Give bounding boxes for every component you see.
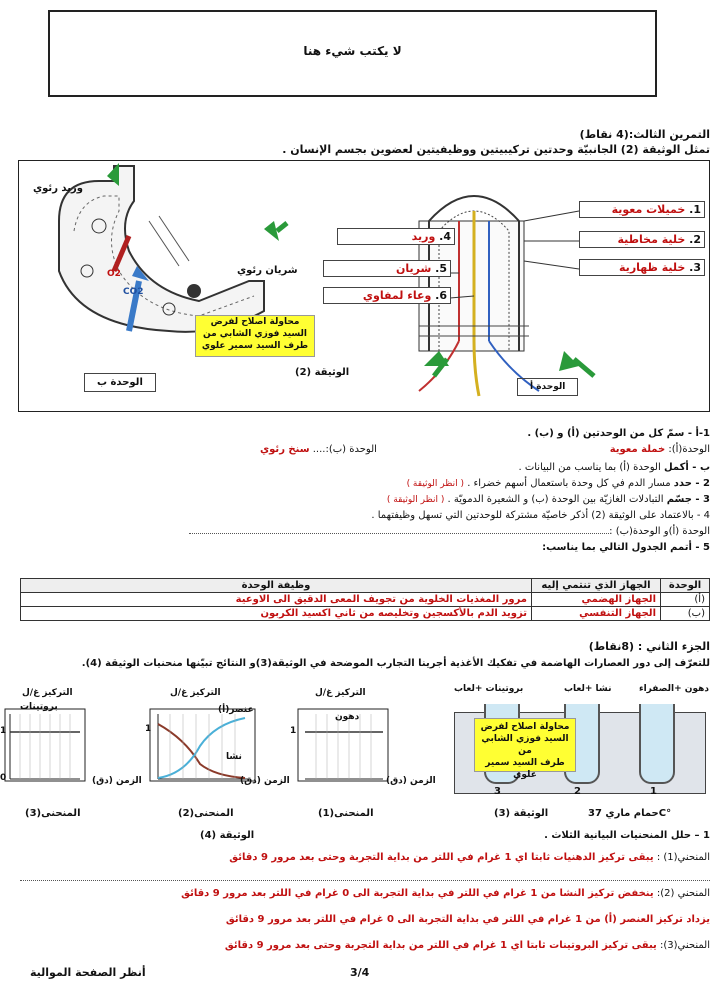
g1-ytick: 1 bbox=[290, 726, 297, 736]
cell-system: الجهاز التنفسي bbox=[532, 607, 661, 621]
analysis-label-1: المنحني(1) : bbox=[656, 852, 710, 863]
note-line-2: السيد فوزي الشابي من bbox=[202, 329, 308, 339]
correction-note-2 bbox=[474, 718, 576, 780]
part2-intro: للتعرّف إلى دور العصارات الهاضمة في تفكيك الأغذية أجرينا التجارب الموضحة في الوثيقة(3)و النتائج تبيّنها منحنيات الوثيقة (4). bbox=[81, 658, 710, 669]
analysis-row bbox=[10, 888, 710, 899]
g2-series-a: عنصر(أ) bbox=[218, 705, 254, 715]
label-2-num: 2. bbox=[689, 233, 701, 246]
next-page-text: أنظر الصفحة الموالية bbox=[30, 966, 146, 979]
label-box-1 bbox=[579, 201, 705, 218]
note-line-1: محاولة اصلاح لفرض bbox=[210, 317, 300, 327]
doc4-label: الوثيقة (4) bbox=[200, 830, 255, 841]
unit-a-answer: خملة معوية bbox=[609, 444, 666, 455]
q3-bold: 3 - جسّم bbox=[666, 494, 710, 505]
q2-note: ( انظر الوثيقة ) bbox=[406, 479, 465, 489]
analysis-text-1: يبقى تركيز الدهنيات ثابتا اي 1 غرام في اللتر من بداية التجربة وحتى بعد مرور 9 دقائق bbox=[229, 852, 654, 863]
q1b-bold: ب - أكمل bbox=[663, 462, 710, 473]
experiment-doc3 bbox=[454, 684, 710, 804]
g1-xlabel: الزمن (دق) bbox=[240, 776, 290, 786]
unit-b-wrap bbox=[260, 444, 377, 455]
q4-dots bbox=[189, 533, 609, 534]
label-3-num: 3. bbox=[689, 261, 701, 274]
analysis-label-2: المنحني (2): bbox=[656, 888, 710, 899]
document-2-label: الوثيقة (2) bbox=[295, 367, 350, 378]
part2-title: الجزء الثاني : (8نقاط) bbox=[588, 640, 710, 653]
no-write-text: لا يكتب شيء هنا bbox=[303, 44, 402, 58]
label-2-answer: خلية مخاطية bbox=[617, 233, 686, 246]
label-6-answer: وعاء لمفاوي bbox=[362, 289, 432, 302]
q1a-answers bbox=[10, 444, 710, 462]
cell-unit: (ب) bbox=[661, 607, 710, 621]
water-bath-label: حمام ماري 37C° bbox=[588, 808, 672, 819]
label-1-answer: خميلات معوية bbox=[611, 203, 686, 216]
label-1-num: 1. bbox=[689, 203, 701, 216]
note-line-3: طرف السيد سمير علوي bbox=[201, 341, 309, 351]
q4: 4 - بالاعتماد على الوثيقة (2) أذكر خاصيّة مشتركة للوحدتين التي تسهل وظيفتهما . bbox=[371, 510, 710, 521]
g3-ytick: 1 bbox=[0, 726, 7, 736]
table-row bbox=[21, 607, 710, 621]
units-table bbox=[20, 578, 710, 621]
g1-xlabel-2: الزمن (دق) bbox=[386, 776, 436, 786]
q1a: 1-أ - سمّ كل من الوحدتين (أ) و (ب) . bbox=[527, 428, 710, 439]
g3-ylabel: التركيز غ/ل bbox=[22, 688, 73, 698]
g1-ylabel: التركيز غ/ل bbox=[315, 688, 366, 698]
label-box-3 bbox=[579, 259, 705, 276]
dots-line-1 bbox=[20, 880, 710, 881]
document-2-figure bbox=[18, 160, 710, 412]
page-number: 3/4 bbox=[350, 966, 370, 979]
analysis-label-4: المنحني(3): bbox=[660, 940, 710, 951]
header-system: الجهاز الذي تنتمي إليه bbox=[532, 579, 661, 593]
g3-caption: المنحنى(3) bbox=[25, 808, 81, 819]
label-box-2 bbox=[579, 231, 705, 248]
correction-note bbox=[195, 315, 315, 357]
note2-line-1: محاولة اصلاح لفرض bbox=[480, 722, 570, 732]
tube-1-number: 1 bbox=[650, 786, 657, 797]
label-5-answer: شريان bbox=[396, 262, 432, 275]
q4-line bbox=[10, 526, 710, 542]
analysis-q1: 1 – حلل المنحنيات البيانية الثلاث . bbox=[544, 830, 710, 841]
g2-series-b: نشا bbox=[226, 752, 242, 762]
cell-function: تزويد الدم بالأكسجين وتخليصه من ثاني اكسيد الكربون bbox=[21, 607, 532, 621]
table-header-row bbox=[21, 579, 710, 593]
unit-b-label: الوحدة ب bbox=[84, 373, 156, 392]
q1b-rest: الوحدة (أ) بما يناسب من البيانات . bbox=[518, 462, 661, 473]
exercise-title: التمرين الثالث:(4 نقاط) bbox=[579, 128, 710, 141]
unit-a-prefix: الوحدة(أ): bbox=[668, 444, 710, 455]
q2-bold: 2 - حدد bbox=[673, 478, 710, 489]
label-4-num: 4. bbox=[439, 230, 451, 243]
header-unit: الوحدة bbox=[661, 579, 710, 593]
questions-block bbox=[10, 428, 710, 556]
pulmonary-vein-label: وريد رئوي bbox=[33, 183, 83, 194]
unit-b-prefix: الوحدة (ب):.... bbox=[312, 444, 377, 455]
label-box-5 bbox=[323, 260, 451, 277]
graph-2 bbox=[150, 709, 255, 781]
q4-line-text: الوحدة (أ)و الوحدة(ب) : bbox=[609, 526, 710, 537]
note2-line-3: طرف السيد سمير علوي bbox=[485, 758, 565, 780]
tube-3-number: 3 bbox=[494, 786, 501, 797]
exercise-intro: تمثل الوثيقة (2) الجانبيّة وحدتين تركيبيتين ووظيفيتين لعضوين بجسم الإنسان . bbox=[282, 143, 710, 156]
tube-2-number: 2 bbox=[574, 786, 581, 797]
analysis-row bbox=[10, 940, 710, 951]
tube-3-label: بروتينات +لعاب bbox=[454, 684, 524, 694]
unit-a-label: الوحدة أ bbox=[517, 378, 578, 396]
g2-ylabel: التركيز غ/ل bbox=[170, 688, 221, 698]
analysis-row bbox=[10, 852, 710, 863]
header-box bbox=[48, 10, 657, 97]
q5: 5 - أتمم الجدول التالي بما يناسب: bbox=[542, 542, 710, 553]
label-3-answer: خلية ظهارية bbox=[619, 261, 686, 274]
note2-line-2: السيد فوزي الشابي من bbox=[481, 734, 569, 756]
tube-1 bbox=[639, 704, 675, 784]
graph-3 bbox=[5, 709, 85, 781]
o2-label: O2 bbox=[107, 269, 121, 279]
g1-series: دهون bbox=[335, 712, 360, 722]
co2-label: CO2 bbox=[123, 287, 144, 297]
analysis-row bbox=[10, 914, 710, 925]
q3-note: ( انظر الوثيقة ) bbox=[386, 495, 445, 505]
q3 bbox=[10, 494, 710, 510]
cell-function: مرور المغذيات الخلوية من تجويف المعى الدقيق الى الاوعية bbox=[21, 593, 532, 607]
doc3-label: الوثيقة (3) bbox=[494, 808, 549, 819]
q2-rest: مسار الدم في كل وحدة باستعمال أسهم خضراء . bbox=[467, 478, 671, 489]
analysis-text-4: يبقى تركيز البروتينات ثابتا اي 1 غرام في اللتر من بداية التجربة وحتى بعد مرور 9 دقائق bbox=[224, 940, 657, 951]
cell-system: الجهاز الهضمي bbox=[532, 593, 661, 607]
g2-xlabel: الزمن (دق) bbox=[92, 776, 142, 786]
q1b bbox=[10, 462, 710, 478]
analysis-text-2: ينخفض تركيز النشا من 1 غرام في اللتر في بداية التجربة الى 0 غرام في اللتر بعد مرور 9 دقائق bbox=[181, 888, 654, 899]
header-function: وظيفة الوحدة bbox=[21, 579, 532, 593]
label-6-num: 6. bbox=[435, 289, 447, 302]
q3-rest: التبادلات الغازيّة بين الوحدة (ب) و الشعيرة الدمويّة . bbox=[447, 494, 664, 505]
label-box-6 bbox=[323, 287, 451, 304]
g2-caption: المنحنى(2) bbox=[178, 808, 234, 819]
g3-origin: 0 bbox=[0, 773, 7, 783]
label-box-4 bbox=[337, 228, 455, 245]
q2 bbox=[10, 478, 710, 494]
g2-ytick: 1 bbox=[145, 724, 152, 734]
label-5-num: 5. bbox=[435, 262, 447, 275]
unit-b-answer: سنخ رئوي bbox=[260, 444, 310, 455]
tube-1-label: دهون +الصفراء bbox=[639, 684, 709, 694]
g3-series: بروتينات bbox=[20, 702, 58, 712]
label-4-answer: وريد bbox=[411, 230, 436, 243]
table-row bbox=[21, 593, 710, 607]
g1-caption: المنحنى(1) bbox=[318, 808, 374, 819]
graphs-svg bbox=[0, 684, 450, 808]
pulmonary-artery-label: شريان رئوي bbox=[237, 265, 298, 276]
cell-unit: (أ) bbox=[661, 593, 710, 607]
analysis-text-3: يزداد تركيز العنصر (أ) من 1 غرام في اللتر في بداية التجربة الى 0 غرام في اللتر بعد مرور 9 دقائق bbox=[225, 914, 710, 925]
tube-2-label: نشا +لعاب bbox=[564, 684, 612, 694]
